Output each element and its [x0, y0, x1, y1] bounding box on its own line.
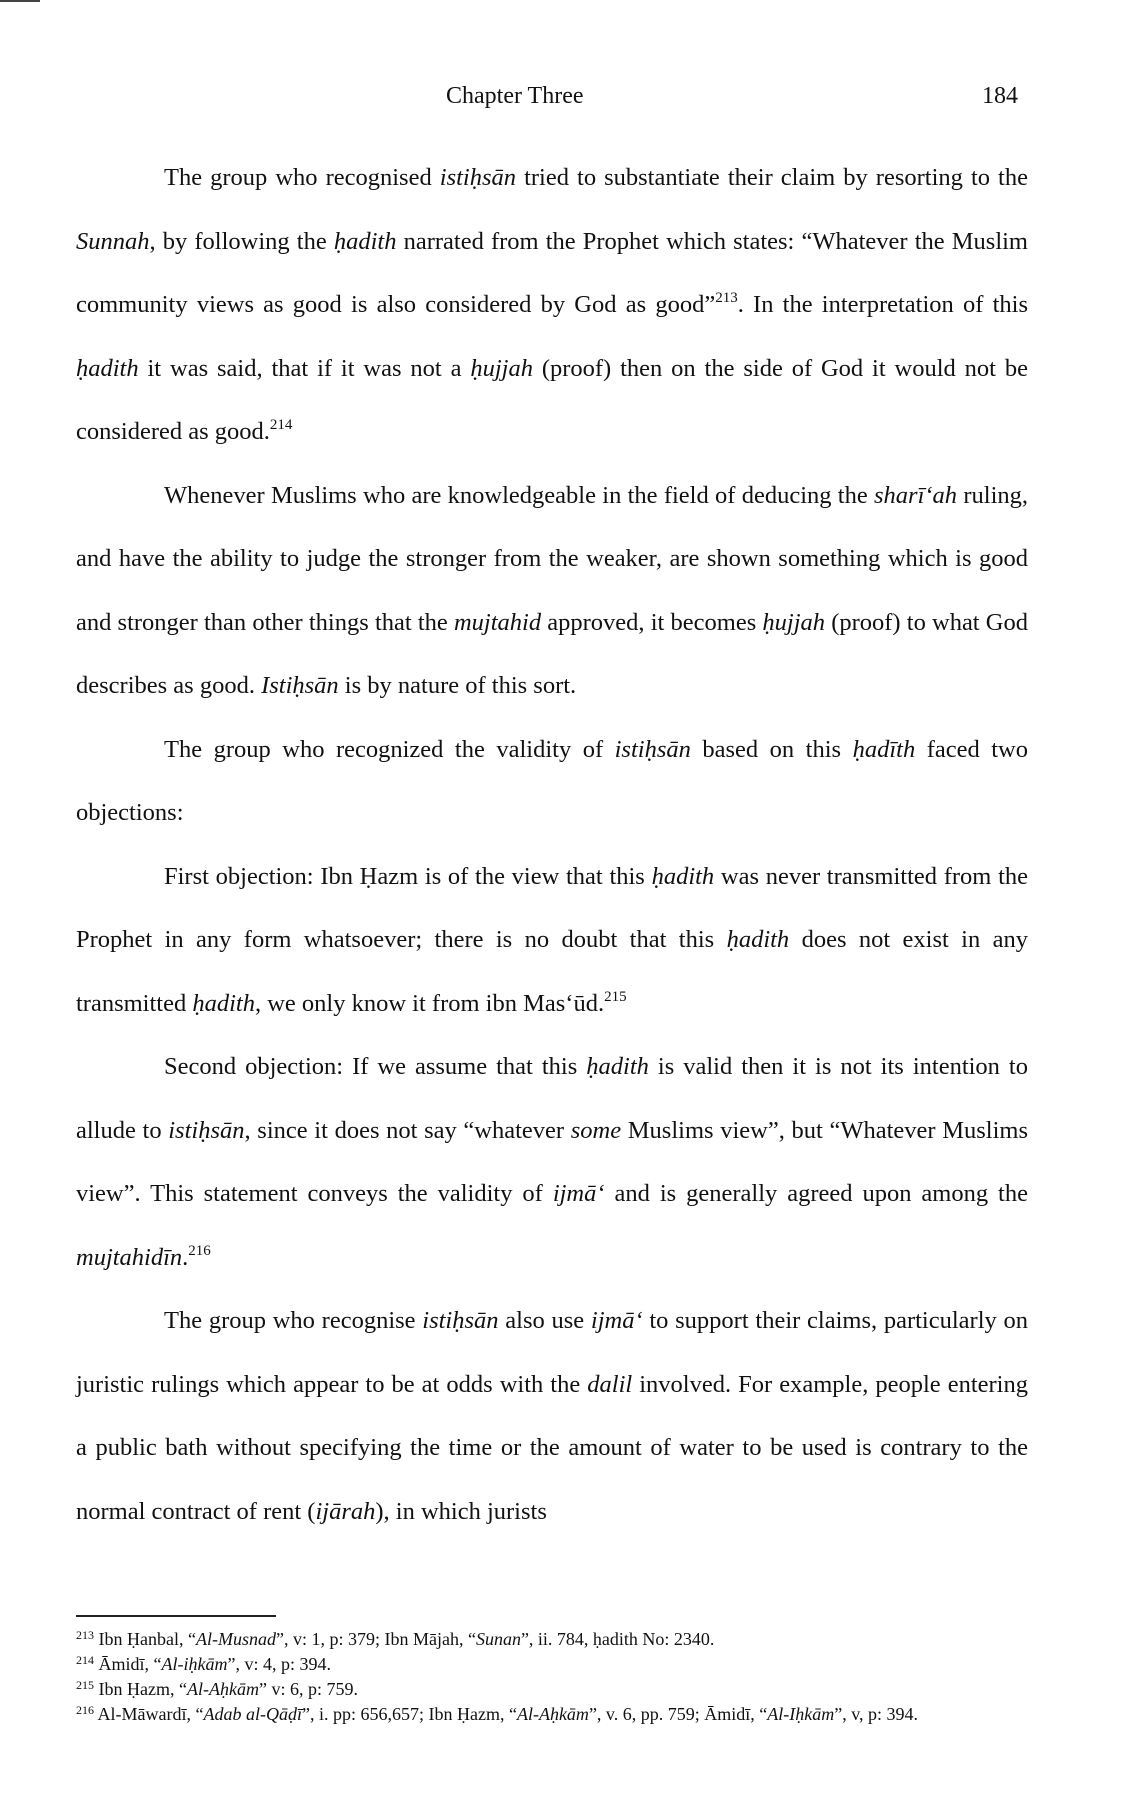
text-run: , by following the — [149, 227, 334, 255]
text-run: faced two objections: — [76, 735, 1028, 826]
text-run: The group who recognised — [164, 164, 440, 191]
text-run: ), in which jurists — [375, 1497, 547, 1525]
footnote-number: 213 — [76, 1628, 94, 1642]
italic-term: dalil — [587, 1370, 633, 1398]
italic-term: ḥujjah — [762, 608, 826, 636]
text-run: was never transmitted from the Prophet in any form whatsoever; there is no doubt that this — [76, 862, 1028, 953]
footnote-ref[interactable]: 213 — [715, 290, 738, 306]
text-run: it was said, that if it was not a — [138, 354, 471, 382]
text-run: and is generally agreed upon among the — [604, 1180, 1028, 1207]
text-run: approved, it becomes — [541, 608, 763, 636]
italic-term: sharī‘ah — [874, 481, 958, 509]
italic-term: istiḥsān — [614, 735, 691, 763]
text-run: Whenever Muslims who are knowledgeable in the field of deducing the — [164, 481, 875, 509]
text-run: The group who recognise — [164, 1307, 423, 1334]
footnote-ref[interactable]: 214 — [269, 417, 293, 433]
italic-term: ḥadith — [76, 354, 139, 382]
text-run: is by nature of this sort. — [338, 672, 577, 699]
text-run: is valid then it is not its intention to allude to — [76, 1053, 1028, 1144]
italic-term: mujtahid — [453, 608, 542, 636]
text-run: ”, v: 1, p: 379; Ibn Mājah, “ — [275, 1629, 476, 1649]
paragraph-3 — [76, 718, 1028, 845]
text-run: ruling, and have the ability to judge the stronger from the weaker, are shown something which is good and stronger than other things that the — [76, 481, 1028, 636]
italic-term: Sunan — [475, 1629, 521, 1649]
italic-term: Al-Iḥkām — [767, 1704, 835, 1724]
text-run: ” v: 6, p: 759. — [258, 1679, 358, 1699]
italic-term: ḥadith — [651, 862, 715, 890]
paragraph-6 — [76, 1289, 1028, 1543]
text-run: ”, i. pp: 656,657; Ibn Ḥazm, “ — [301, 1704, 517, 1724]
text-run: , we only know it from ibn Mas‘ūd. — [254, 989, 605, 1017]
italic-term: ḥadīth — [852, 735, 916, 763]
paragraph-1 — [76, 146, 1028, 464]
text-run: narrated from the Prophet which states: “Whatever the Muslim community views as good is also considered by God as good” — [76, 227, 1028, 318]
text-run: tried to substantiate their claim by resorting to the — [516, 164, 1028, 191]
paragraph-4 — [76, 845, 1028, 1036]
italic-term: ḥadith — [192, 989, 255, 1017]
text-run: . In the interpretation of this — [737, 291, 1029, 318]
italic-term: Sunnah — [76, 227, 150, 255]
body-text — [76, 146, 1028, 1543]
footnote-number: 214 — [76, 1653, 94, 1667]
footnote-213 — [76, 1627, 1028, 1652]
text-run: First objection: Ibn Ḥazm is of the view that this — [164, 862, 652, 890]
italic-term: ijārah — [315, 1497, 376, 1525]
text-run: ”, v: 4, p: 394. — [227, 1654, 331, 1674]
text-run: ”, ii. 784, ḥadith No: 2340. — [520, 1629, 715, 1649]
text-run: Āmidī, “ — [98, 1654, 162, 1674]
italic-term: Al-Aḥkām — [516, 1704, 589, 1724]
paragraph-5 — [76, 1035, 1028, 1289]
italic-term: istiḥsān — [439, 164, 517, 191]
chapter-title: Chapter Three — [446, 83, 584, 109]
footnote-number: 215 — [76, 1678, 94, 1692]
paragraph-2 — [76, 464, 1028, 718]
italic-term: Istiḥsān — [261, 672, 339, 699]
footnote-216 — [76, 1702, 1028, 1727]
footnote-divider — [76, 1615, 276, 1617]
text-run: also use — [498, 1307, 591, 1334]
footnotes — [76, 1627, 1028, 1727]
text-run: Muslims view”, but “Whatever Muslims view”. This statement conveys the validity of — [76, 1116, 1028, 1207]
italic-term: Al-Aḥkām — [186, 1679, 259, 1699]
text-run: (proof) to what God describes as good. — [76, 608, 1028, 699]
text-run: Ibn Ḥazm, “ — [98, 1679, 187, 1699]
footnote-number: 216 — [76, 1703, 94, 1717]
italic-term: Al-iḥkām — [161, 1654, 228, 1674]
text-run: Ibn Ḥanbal, “ — [98, 1629, 196, 1649]
footnote-ref[interactable]: 215 — [604, 988, 627, 1005]
italic-term: istiḥsān — [422, 1307, 499, 1334]
italic-term: some — [570, 1116, 622, 1144]
italic-term: mujtahidīn — [76, 1243, 183, 1271]
text-run: ”, v. 6, pp. 759; Āmidī, “ — [588, 1704, 768, 1724]
italic-term: ijmā‘ — [590, 1307, 643, 1334]
text-run: Al-Māwardī, “ — [97, 1704, 204, 1724]
text-run: (proof) then on the side of God it would not be considered as good. — [76, 354, 1028, 445]
italic-term: ijmā‘ — [552, 1180, 605, 1207]
text-run: ”, v, p: 394. — [834, 1704, 919, 1724]
text-run: does not exist in any transmitted — [76, 926, 1028, 1017]
italic-term: Al-Musnad — [195, 1629, 276, 1649]
text-run: The group who recognized the validity of — [164, 735, 615, 763]
footnote-ref[interactable]: 216 — [188, 1242, 211, 1259]
italic-term: Adab al-Qāḍī — [203, 1704, 302, 1724]
page-header — [0, 78, 1138, 114]
italic-term: ḥadith — [726, 926, 790, 953]
footnote-214 — [76, 1652, 1028, 1677]
footnote-215 — [76, 1677, 1028, 1702]
scan-edge-mark — [0, 0, 40, 2]
text-run: to support their claims, particularly on juristic rulings which appear to be at odds with the — [76, 1307, 1029, 1398]
text-run: , since it does not say “whatever — [244, 1116, 571, 1144]
text-run: involved. For example, people entering a public bath without specifying the time or the amount of water to be used is contrary to the normal contract of rent ( — [76, 1370, 1028, 1525]
page-number: 184 — [982, 83, 1018, 109]
italic-term: istiḥsān — [168, 1116, 245, 1144]
italic-term: ḥadith — [586, 1053, 649, 1080]
italic-term: ḥadith — [333, 227, 397, 255]
text-run: based on this — [690, 735, 853, 763]
italic-term: ḥujjah — [470, 354, 533, 382]
text-run: Second objection: If we assume that this — [164, 1053, 587, 1080]
text-run: . — [182, 1243, 189, 1271]
